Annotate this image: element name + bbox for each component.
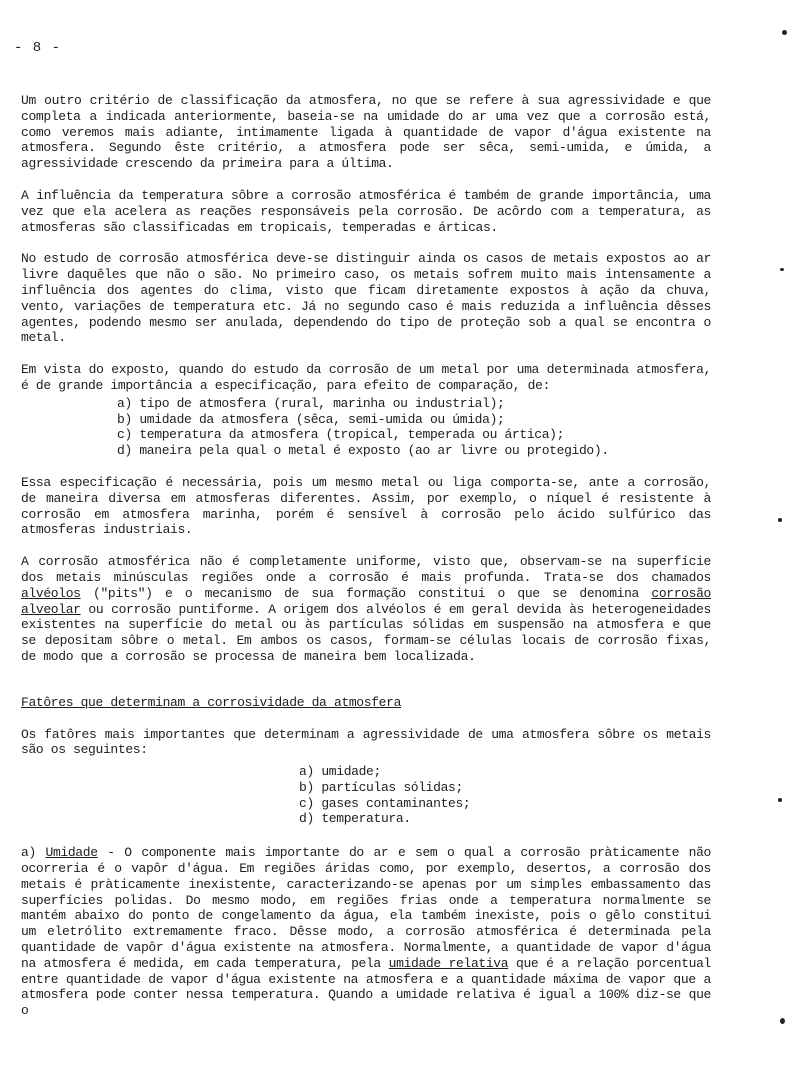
paragraph-7: Os fatôres mais importantes que determinam a agressividade de uma atmosfera sôbre os metais são os seguintes: bbox=[21, 726, 711, 758]
list-item: d) maneira pela qual o metal é exposto (ao ar livre ou protegido). bbox=[117, 443, 609, 459]
term-alveolos: alvéolos bbox=[21, 585, 81, 601]
paragraph-2: A influência da temperatura sôbre a corrosão atmosférica é também de grande importância, uma vez que ela acelera as reações responsáveis pela corrosão. De acôrdo com a temperatura, as atmosferas são classificadas em tropicais, temperadas e árticas. bbox=[21, 187, 711, 235]
term-umidade: Umidade bbox=[45, 845, 98, 861]
paragraph-6 bbox=[21, 554, 711, 665]
paragraph-8 bbox=[21, 845, 711, 1019]
term-umidade-relativa: umidade relativa bbox=[388, 955, 509, 971]
document-body bbox=[21, 93, 711, 1035]
factors-list bbox=[299, 764, 711, 827]
page-number: - 8 - bbox=[14, 40, 62, 56]
list-item: c) temperatura da atmosfera (tropical, temperada ou ártica); bbox=[117, 427, 565, 443]
list-item: a) umidade; bbox=[299, 764, 381, 780]
list-item: b) umidade da atmosfera (sêca, semi-umida ou úmida); bbox=[117, 411, 505, 427]
list-item: c) gases contaminantes; bbox=[299, 795, 471, 811]
paragraph-6-text-1: A corrosão atmosférica não é completamente uniforme, visto que, observam-se na superfície dos metais minúsculas regiões onde a corrosão é mais profunda. Trata-se dos chamados bbox=[21, 554, 711, 585]
scan-speck bbox=[778, 518, 782, 522]
list-item: a) tipo de atmosfera (rural, marinha ou industrial); bbox=[117, 395, 505, 411]
paragraph-8-text-1: - O componente mais importante do ar e sem o qual a corrosão pràticamente não ocorreria é o vapôr d'água. Em regiões áridas como, por exemplo, desertos, a corrosão dos metais é pràticamente inexistente, caracterizando-se apenas por um simples embassamento das superfícies polidas. Do mesmo modo, em regiões frias onde a temperatura normalmente se mantém abaixo do ponto de congelamento da água, ela também inexiste, pois o gêlo constitui um eletrólito extremamente fraco. Dêsse modo, a corrosão atmosférica é determinada pela quantidade de vapôr d'água existente na atmosfera. Normalmente, a quantidade de vapor d'água na atmosfera é medida, em cada temperatura, pela bbox=[21, 845, 711, 971]
scan-speck bbox=[782, 30, 787, 35]
paragraph-1: Um outro critério de classificação da atmosfera, no que se refere à sua agressividade e que completa a indicada anteriormente, baseia-se na umidade do ar uma vez que a corrosão está, como veremos mais adiante, intimamente ligada à quantidade de vapor d'água existente na atmosfera. Segundo êste critério, a atmosfera pode ser sêca, semi-umida, e úmida, a agressividade crescendo da primeira para a última. bbox=[21, 93, 711, 172]
specification-list bbox=[117, 396, 711, 459]
section-heading: Fatôres que determinam a corrosividade da atmosfera bbox=[21, 694, 402, 710]
scan-speck bbox=[780, 268, 784, 271]
paragraph-8-label: a) bbox=[21, 845, 46, 861]
paragraph-5: Essa especificação é necessária, pois um mesmo metal ou liga comporta-se, ante a corrosão, de maneira diversa em atmosferas diferentes. Assim, por exemplo, o níquel é resistente à corrosão em atmosfera marinha, porém é sensível à corrosão pelo ácido sulfúrico das atmosferas industriais. bbox=[21, 474, 711, 538]
paragraph-4: Em vista do exposto, quando do estudo da corrosão de um metal por uma determinada atmosfera, é de grande importância a especificação, para efeito de comparação, de: bbox=[21, 362, 711, 393]
list-item: b) partículas sólidas; bbox=[299, 779, 463, 795]
paragraph-3: No estudo de corrosão atmosférica deve-se distinguir ainda os casos de metais expostos ao ar livre daquêles que não o são. No primeiro caso, os metais sofrem muito mais intensamente a influência dos agentes do clima, visto que ficam diretamente expostos à ação da chuva, vento, variações de temperatura etc. Já no segundo caso é mais reduzida a influência dêsses agentes, podendo mesmo ser anulada, dependendo do tipo de proteção sob a qual se encontra o metal. bbox=[21, 251, 711, 346]
paragraph-8-text-2: que é a relação porcentual entre quantidade de vapor d'água existente na atmosfera e a quantidade máxima de vapor que a atmosfera pode conter nessa temperatura. Quando a umidade relativa é igual a 100% diz-se que o bbox=[21, 955, 711, 1019]
scan-speck bbox=[780, 1018, 785, 1024]
list-item: d) temperatura. bbox=[299, 811, 411, 827]
paragraph-6-text-3: ou corrosão puntiforme. A origem dos alvéolos é em geral devida às heterogeneidades existentes na superfície do metal ou às partículas sólidas em suspensão na atmosfera e que se depositam sôbre o metal. Em ambos os casos, formam-se células locais de corrosão fixas, de modo que a corrosão se processa de maneira bem localizada. bbox=[21, 601, 711, 664]
paragraph-6-text-2: ("pits") e o mecanismo de sua formação constitui o que se denomina bbox=[80, 585, 652, 601]
term-corrosao-alveolar: corrosão alveolar bbox=[21, 585, 711, 617]
scan-speck bbox=[778, 798, 782, 802]
